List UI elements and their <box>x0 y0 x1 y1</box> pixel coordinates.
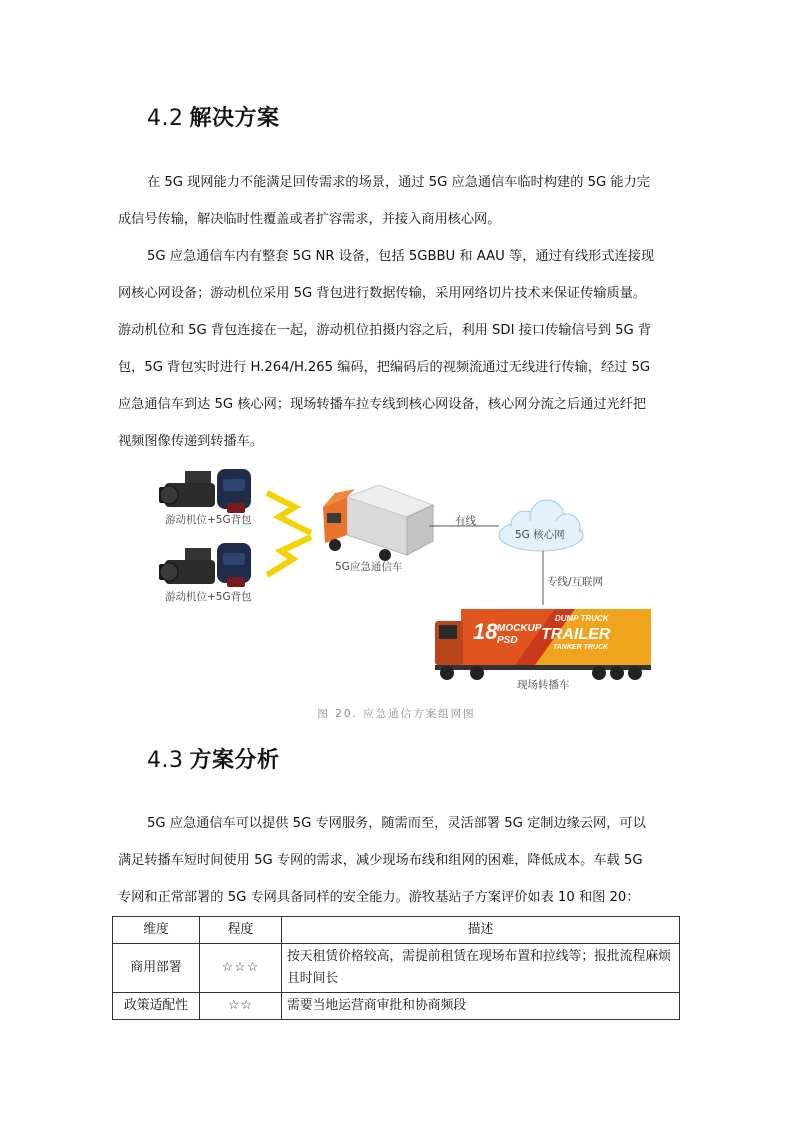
section-number: 4.3 <box>147 748 184 773</box>
van-label: 5G应急通信车 <box>335 561 403 573</box>
text-line: 应急通信车到达 5G 核心网；现场转播车拉专线到核心网设备，核心网分流之后通过光纤把 <box>118 397 647 412</box>
table-cell-dimension: 政策适配性 <box>113 993 200 1020</box>
truck-graphic-text: 18 <box>473 619 498 644</box>
rating-stars: ☆☆☆ <box>200 944 282 993</box>
table-row <box>113 944 680 993</box>
emergency-van-icon <box>323 485 433 561</box>
section-heading-4-2 <box>147 101 280 132</box>
text-line: 满足转播车短时间使用 5G 专网的需求，减少现场布线和组网的困难，降低成本。车载 5G <box>118 853 643 868</box>
column-header: 程度 <box>200 917 282 944</box>
rating-stars: ☆☆ <box>200 993 282 1020</box>
camera-backpack-icon <box>159 469 251 513</box>
network-diagram <box>155 455 655 700</box>
table-header-row <box>113 917 680 944</box>
table-cell-description: 需要当地运营商审批和协商频段 <box>282 993 680 1020</box>
truck-graphic-text: TANKER TRUCK <box>553 644 609 651</box>
text-line: 5G 应急通信车内有整套 5G NR 设备，包括 5GBBU 和 AAU 等，通过有线形式连接现 <box>147 249 655 264</box>
paragraph-details <box>118 238 676 460</box>
wireless-signal-icon <box>267 493 311 533</box>
text-line: 成信号传输，解决临时性覆盖或者扩容需求，并接入商用核心网。 <box>118 212 501 227</box>
camera-label: 游动机位+5G背包 <box>165 514 252 526</box>
truck-graphic-text: MOCKUP <box>497 623 542 634</box>
column-header: 描述 <box>282 917 680 944</box>
section-title: 解决方案 <box>189 106 280 131</box>
text-line: 游动机位和 5G 背包连接在一起，游动机位拍摄内容之后，利用 SDI 接口传输信号到 5G 背 <box>118 323 652 338</box>
text-line: 包，5G 背包实时进行 H.264/H.265 编码，把编码后的视频流通过无线进行传输，经过 5G <box>118 360 651 375</box>
text-line: 在 5G 现网能力不能满足回传需求的场景，通过 5G 应急通信车临时构建的 5G 能力完 <box>147 175 650 190</box>
paragraph-analysis <box>118 805 676 916</box>
paragraph-intro <box>118 164 676 238</box>
text-line: 5G 应急通信车可以提供 5G 专网服务，随需而至，灵活部署 5G 定制边缘云网，可以 <box>147 816 646 831</box>
table-cell-description: 按天租赁价格较高，需提前租赁在现场布置和拉线等；报批流程麻烦且时间长 <box>282 944 680 993</box>
dedicated-line-label: 专线/互联网 <box>547 576 604 588</box>
table-cell-dimension: 商用部署 <box>113 944 200 993</box>
truck-label: 现场转播车 <box>517 679 570 691</box>
evaluation-table <box>112 916 680 1020</box>
wireless-signal-icon <box>267 537 311 575</box>
section-title: 方案分析 <box>189 748 280 773</box>
text-line: 网核心网设备；游动机位采用 5G 背包进行数据传输，采用网络切片技术来保证传输质量。 <box>118 286 647 301</box>
text-line: 视频图像传递到转播车。 <box>118 434 264 449</box>
text-line: 专网和正常部署的 5G 专网具备同样的安全能力。游牧基站子方案评价如表 10 和图 20： <box>118 890 640 905</box>
camera-backpack-icon <box>159 543 251 587</box>
core-network-label: 5G 核心网 <box>515 529 565 541</box>
section-number: 4.2 <box>147 106 184 131</box>
camera-label: 游动机位+5G背包 <box>165 591 252 603</box>
truck-graphic-text: TRAILER <box>541 626 611 643</box>
truck-graphic-text: DUMP TRUCK <box>555 614 609 623</box>
section-heading-4-3 <box>147 743 280 774</box>
broadcast-truck-icon <box>435 609 651 680</box>
column-header: 维度 <box>113 917 200 944</box>
figure-caption: 图 20. 应急通信方案组网图 <box>317 708 476 720</box>
cloud-icon <box>499 500 583 551</box>
wired-label: 有线 <box>455 515 476 527</box>
truck-graphic-text: PSD <box>497 635 518 646</box>
table-row <box>113 993 680 1020</box>
